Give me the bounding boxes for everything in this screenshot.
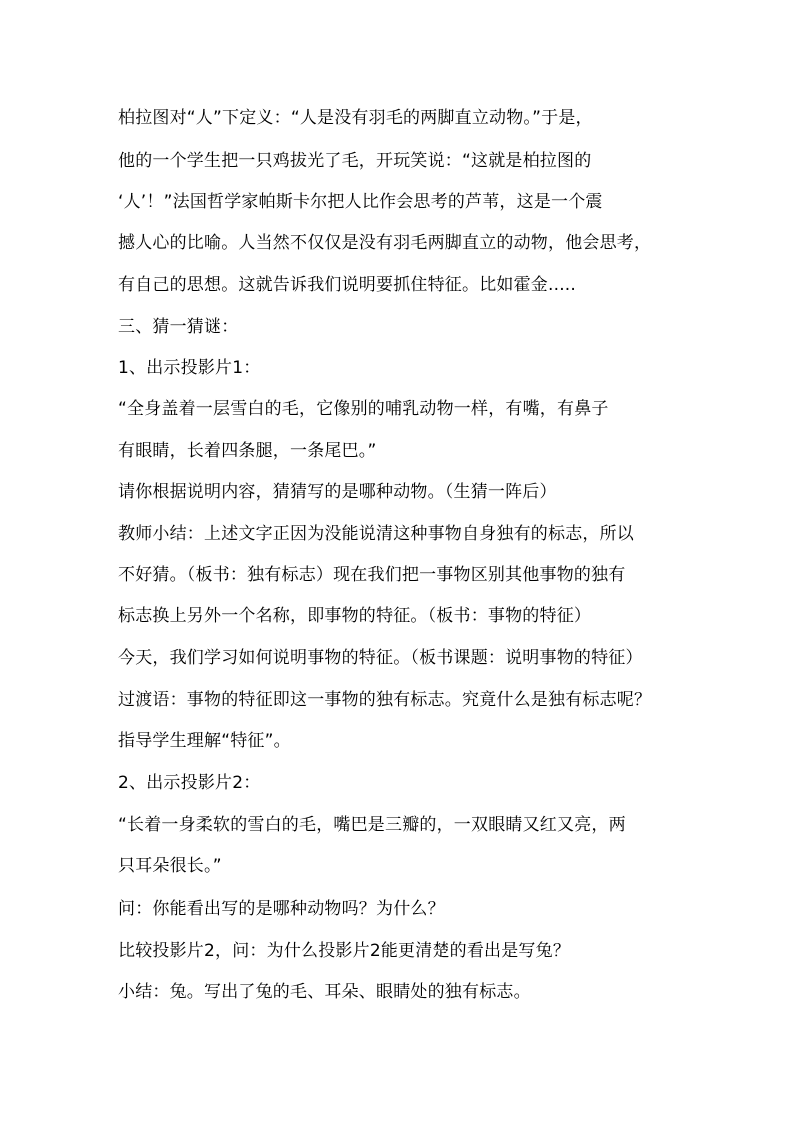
paragraph-line: 柏拉图对“人”下定义：“人是没有羽毛的两脚直立动物。”于是， [118,108,593,128]
paragraph-line: 他的一个学生把一只鸡拔光了毛，开玩笑说：“这就是柏拉图的 [118,151,592,171]
paragraph-line: 撼人心的比喻。人当然不仅仅是没有羽毛两脚直立的动物，他会思考， [118,233,652,253]
paragraph-line: 小结：兔。写出了兔的毛、耳朵、眼睛处的独有标志。 [118,982,531,1002]
list-item-heading: 1、出示投影片1： [118,358,261,378]
paragraph-line: 不好猜。（板书：独有标志）现在我们把一事物区别其他事物的独有 [118,565,626,585]
quote-line: 只耳朵很长。” [118,856,222,876]
paragraph-line: 比较投影片2，问：为什么投影片2能更清楚的看出是写兔？ [118,941,571,961]
paragraph-line: 指导学生理解“特征”。 [118,731,291,751]
list-item-heading: 2、出示投影片2： [118,773,261,793]
quote-line: “长着一身柔软的雪白的毛，嘴巴是三瓣的，一双眼睛又红又亮，两 [118,815,626,835]
section-heading: 三、猜一猜谜： [118,317,239,337]
paragraph-line: 今天，我们学习如何说明事物的特征。（板书课题：说明事物的特征） [118,648,643,668]
quote-line: “全身盖着一层雪白的毛，它像别的哺乳动物一样，有嘴，有鼻子 [118,399,609,419]
paragraph-line: 问：你能看出写的是哪种动物吗？为什么？ [118,899,445,919]
paragraph-line: 有自己的思想。这就告诉我们说明要抓住特征。比如霍金..... [118,275,577,295]
paragraph-line: 教师小结：上述文字正因为没能说清这种事物自身独有的标志，所以 [118,524,634,544]
quote-line: 有眼睛，长着四条腿，一条尾巴。” [118,441,377,461]
paragraph-line: 过渡语：事物的特征即这一事物的独有标志。究竟什么是独有标志呢？ [118,690,652,710]
paragraph-line: 请你根据说明内容，猜猜写的是哪种动物。（生猜一阵后） [118,482,557,502]
paragraph-line: ‘人’！”法国哲学家帕斯卡尔把人比作会思考的芦苇，这是一个震 [118,192,603,212]
paragraph-line: 标志换上另外一个名称，即事物的特征。（板书：事物的特征） [118,606,592,626]
